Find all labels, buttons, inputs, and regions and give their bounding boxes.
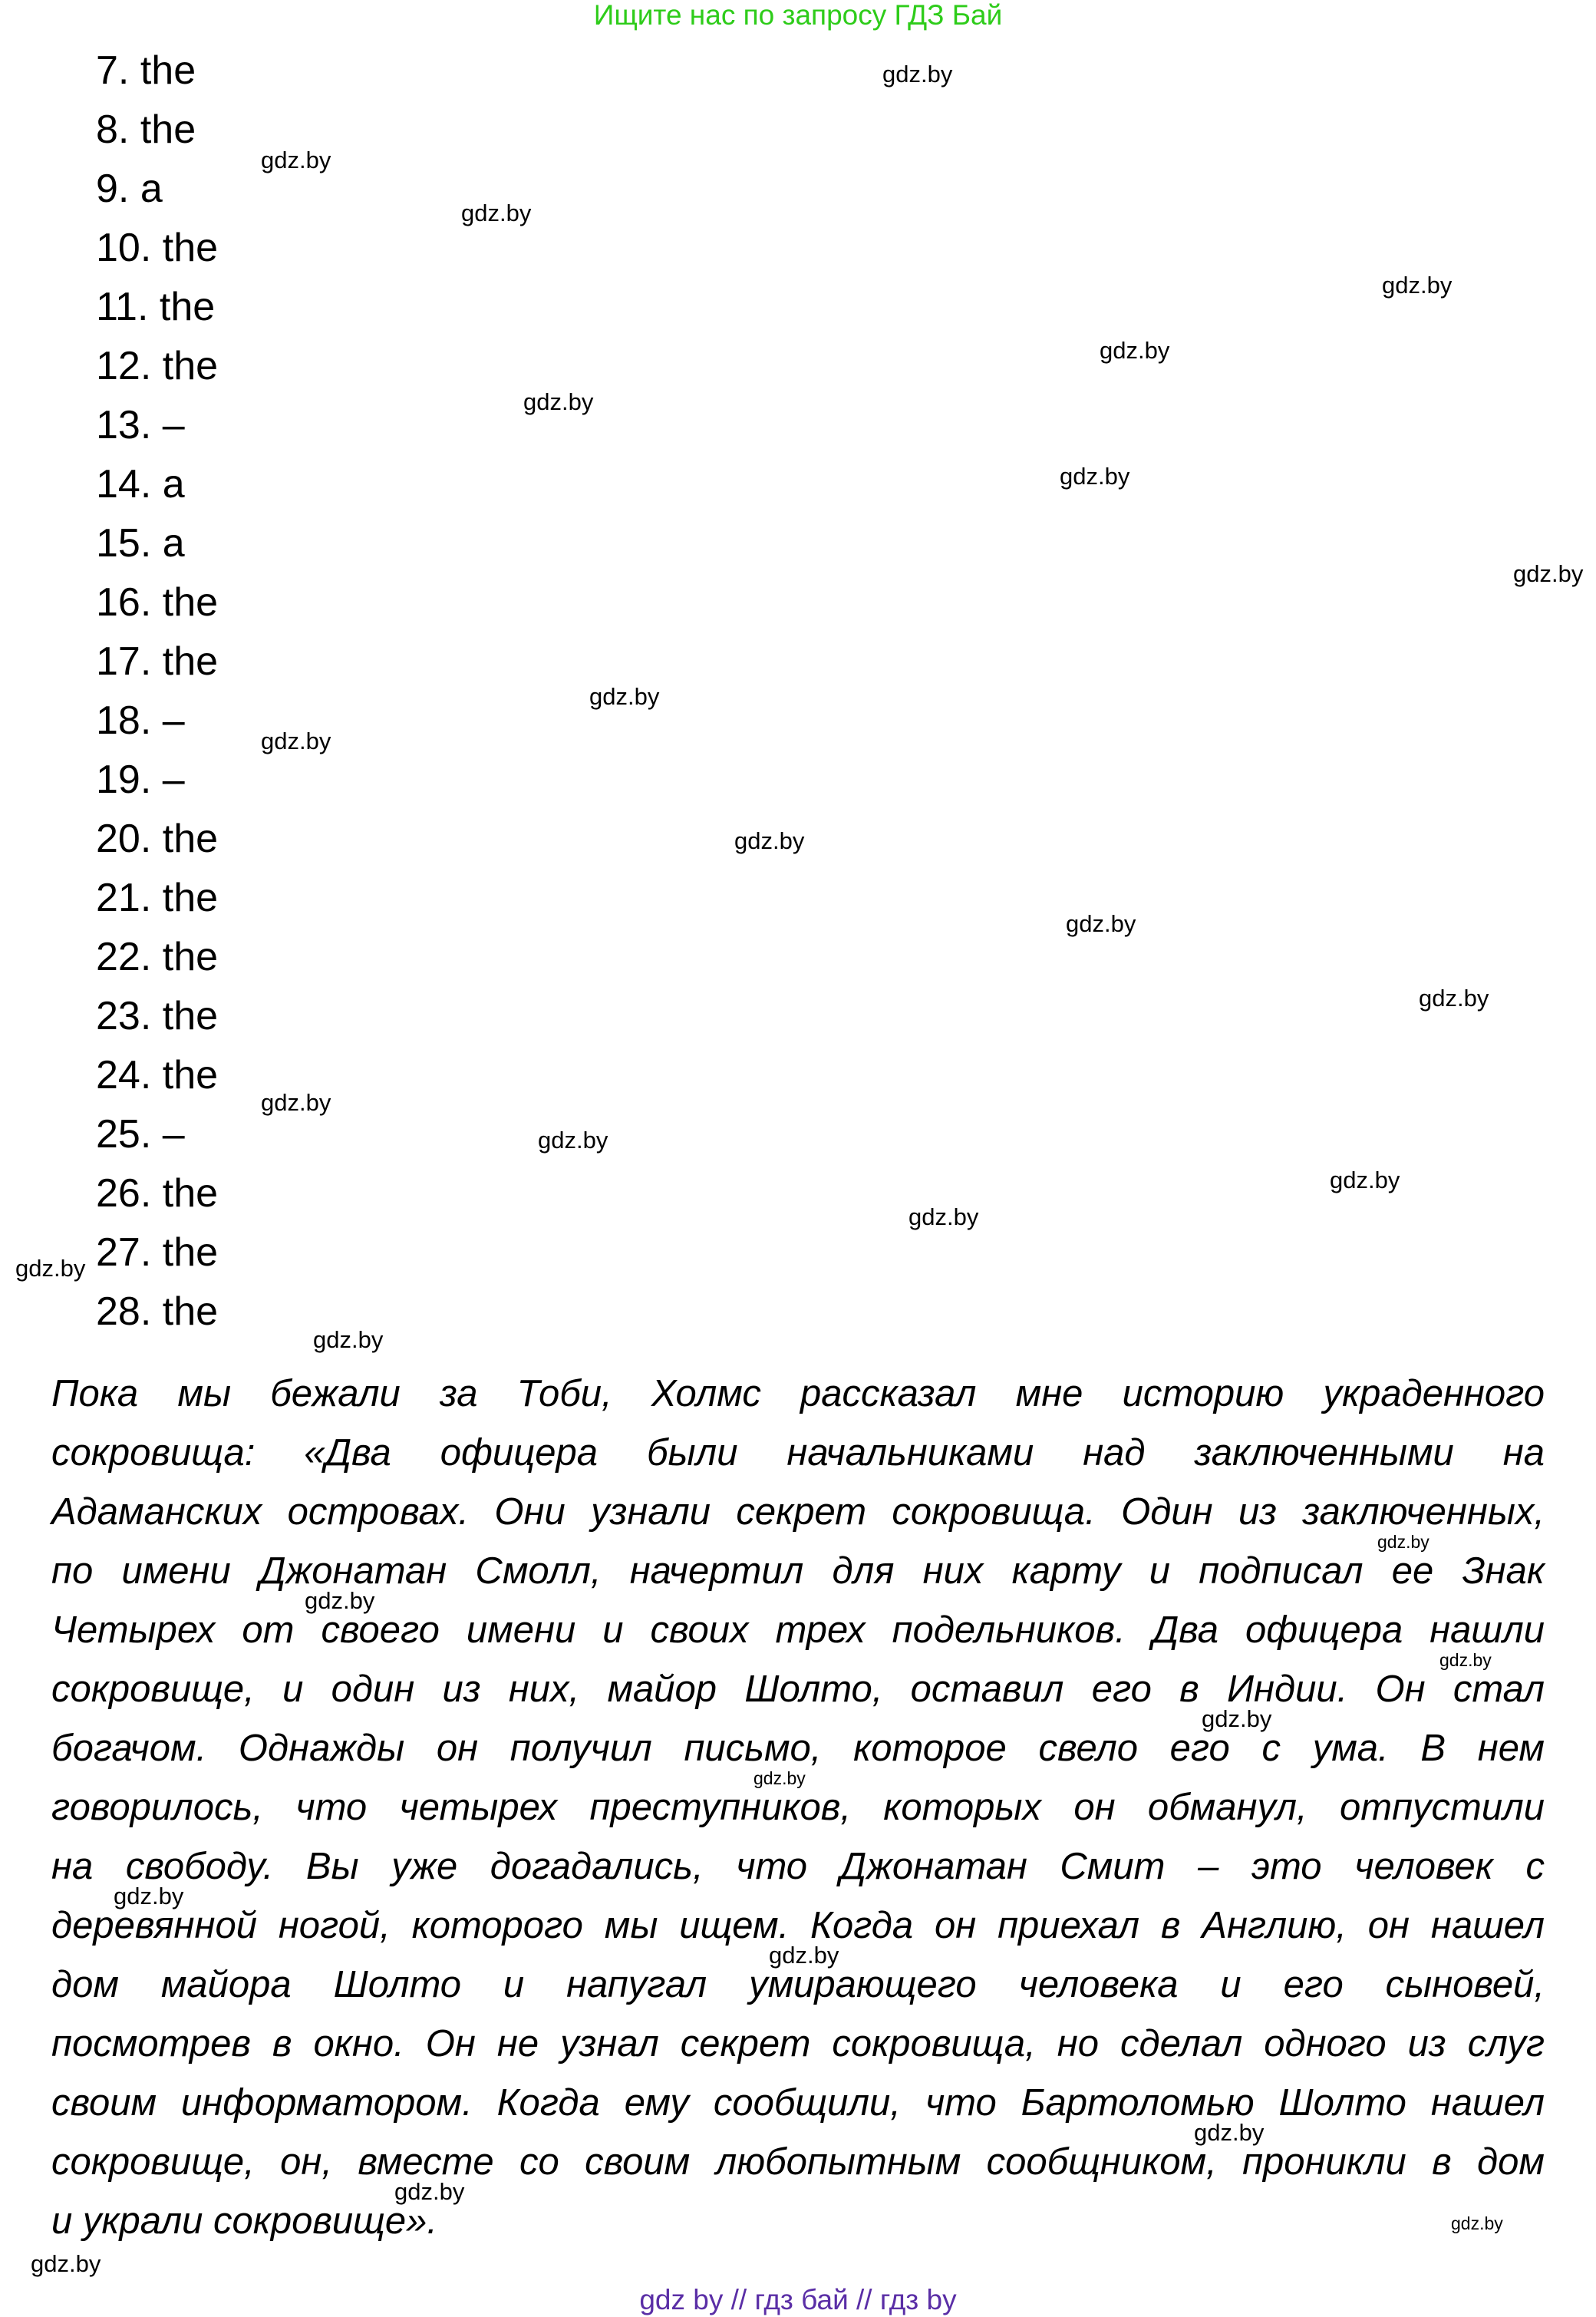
- answer-value: the: [162, 817, 219, 861]
- answer-item: [96, 1223, 218, 1282]
- story-line: дом майора Шолто и напугал умирающего человека и его сыновей,: [51, 1964, 1545, 2005]
- answer-value: the: [162, 1230, 219, 1275]
- answer-value: the: [162, 994, 219, 1038]
- answer-value: the: [162, 935, 219, 979]
- story-line: сокровище, и один из них, майор Шолто, оставил его в Индии. Он стал: [51, 1668, 1545, 1710]
- answer-number: 13.: [96, 403, 152, 447]
- watermark: gdz.by: [394, 2178, 465, 2205]
- answer-item: [96, 219, 218, 278]
- answer-item: [96, 337, 218, 396]
- answer-value: a: [162, 462, 185, 507]
- answer-item: [96, 278, 218, 337]
- watermark: gdz.by: [461, 200, 532, 226]
- story-line: своим информатором. Когда ему сообщили, что Бартоломью Шолто нашел: [51, 2082, 1545, 2124]
- answer-value: the: [162, 1289, 219, 1334]
- answer-number: 27.: [96, 1230, 152, 1275]
- watermark: gdz.by: [31, 2250, 101, 2277]
- story-line: Адаманских островах. Они узнали секрет сокровища. Один из заключенных,: [51, 1491, 1545, 1533]
- answer-number: 19.: [96, 757, 152, 802]
- story-line: деревянной ногой, которого мы ищем. Когда он приехал в Англию, он нашел: [51, 1905, 1545, 1946]
- answer-item: [96, 396, 218, 455]
- watermark: gdz.by: [753, 1768, 806, 1788]
- answer-number: 11.: [96, 285, 149, 329]
- answer-item: [96, 1105, 218, 1164]
- watermark: gdz.by: [261, 1089, 331, 1116]
- watermark: gdz.by: [261, 147, 331, 173]
- watermark: gdz.by: [523, 388, 594, 415]
- answer-item: [96, 101, 218, 160]
- story-line: Пока мы бежали за Тоби, Холмс рассказал мне историю украденного: [51, 1373, 1545, 1414]
- answer-number: 12.: [96, 344, 152, 388]
- story-line: посмотрев в окно. Он не узнал секрет сокровища, но сделал одного из слуг: [51, 2023, 1545, 2065]
- watermark: gdz.by: [882, 61, 953, 87]
- answer-item: [96, 632, 218, 691]
- story-line: богачом. Однажды он получил письмо, которое свело его с ума. В нем: [51, 1728, 1545, 1769]
- watermark: gdz.by: [538, 1127, 608, 1154]
- answer-item: [96, 928, 218, 987]
- answer-item: [96, 1164, 218, 1223]
- watermark: gdz.by: [261, 728, 331, 754]
- answer-value: the: [162, 876, 219, 920]
- answer-number: 8.: [96, 107, 130, 152]
- answer-number: 10.: [96, 226, 152, 270]
- watermark: gdz.by: [1439, 1650, 1492, 1670]
- answer-value: the: [162, 226, 219, 270]
- answer-item: [96, 573, 218, 632]
- story-line: говорилось, что четырех преступников, которых он обманул, отпустили: [51, 1787, 1545, 1828]
- answer-item: [96, 751, 218, 810]
- watermark: gdz.by: [769, 1942, 839, 1969]
- answer-item: [96, 455, 218, 514]
- story-line: по имени Джонатан Смолл, начертил для них карту и подписал ее Знак: [51, 1550, 1545, 1592]
- answer-number: 17.: [96, 639, 152, 684]
- footer-links: gdz by // гдз бай // гдз by: [639, 2284, 957, 2315]
- watermark: gdz.by: [1100, 337, 1170, 364]
- watermark: gdz.by: [1330, 1167, 1400, 1193]
- watermark: gdz.by: [1451, 2213, 1503, 2233]
- story-line: и украли сокровище».: [51, 2200, 437, 2242]
- watermark: gdz.by: [734, 827, 805, 854]
- answer-value: the: [162, 639, 219, 684]
- answer-value: –: [162, 403, 185, 447]
- story-line: на свободу. Вы уже догадались, что Джонатан Смит – это человек с: [51, 1846, 1545, 1887]
- answer-item: [96, 160, 218, 219]
- watermark: gdz.by: [1066, 910, 1136, 937]
- answer-item: [96, 514, 218, 573]
- watermark: gdz.by: [908, 1203, 979, 1230]
- watermark: gdz.by: [305, 1587, 375, 1614]
- search-hint-banner: Ищите нас по запросу ГДЗ Бай: [593, 0, 1003, 31]
- answer-value: the: [162, 1053, 219, 1097]
- answer-number: 26.: [96, 1171, 152, 1216]
- watermark: gdz.by: [15, 1255, 86, 1282]
- answer-item: [96, 869, 218, 928]
- watermark: gdz.by: [114, 1883, 184, 1909]
- answer-number: 7.: [96, 48, 130, 93]
- answer-number: 21.: [96, 876, 152, 920]
- answer-value: a: [140, 167, 163, 211]
- answer-item: [96, 1282, 218, 1342]
- story-paragraph: [51, 1365, 1545, 2251]
- answer-value: the: [162, 344, 219, 388]
- answer-value: the: [162, 1171, 219, 1216]
- answer-number: 15.: [96, 521, 152, 566]
- answer-value: –: [162, 757, 185, 802]
- answer-number: 20.: [96, 817, 152, 861]
- watermark: gdz.by: [1513, 560, 1584, 587]
- watermark: gdz.by: [1060, 463, 1130, 490]
- story-line: сокровища: «Два офицера были начальниками над заключенными на: [51, 1432, 1545, 1474]
- watermark: gdz.by: [1377, 1532, 1429, 1552]
- watermark: gdz.by: [313, 1326, 384, 1353]
- answer-item: [96, 1046, 218, 1105]
- story-line: сокровище, он, вместе со своим любопытным сообщником, проникли в дом: [51, 2141, 1545, 2183]
- answer-value: the: [159, 285, 216, 329]
- answer-value: –: [162, 1112, 185, 1157]
- answer-item: [96, 987, 218, 1046]
- watermark: gdz.by: [1382, 272, 1453, 299]
- answer-value: the: [140, 107, 196, 152]
- answer-item: [96, 810, 218, 869]
- watermark: gdz.by: [1194, 2119, 1265, 2146]
- answer-number: 22.: [96, 935, 152, 979]
- answer-number: 24.: [96, 1053, 152, 1097]
- watermark: gdz.by: [589, 683, 660, 710]
- answer-number: 18.: [96, 698, 152, 743]
- answer-item: [96, 691, 218, 751]
- watermark: gdz.by: [1202, 1705, 1272, 1732]
- answer-value: a: [162, 521, 185, 566]
- story-line: Четырех от своего имени и своих трех подельников. Два офицера нашли: [51, 1609, 1545, 1651]
- answer-item: [96, 41, 218, 101]
- answer-value: –: [162, 698, 185, 743]
- answer-value: the: [162, 580, 219, 625]
- watermark: gdz.by: [1419, 985, 1489, 1012]
- answer-number: 16.: [96, 580, 152, 625]
- answer-number: 25.: [96, 1112, 152, 1157]
- answer-number: 28.: [96, 1289, 152, 1334]
- answer-list: [96, 41, 218, 1342]
- answer-number: 23.: [96, 994, 152, 1038]
- answer-value: the: [140, 48, 196, 93]
- answer-number: 9.: [96, 167, 130, 211]
- answer-number: 14.: [96, 462, 152, 507]
